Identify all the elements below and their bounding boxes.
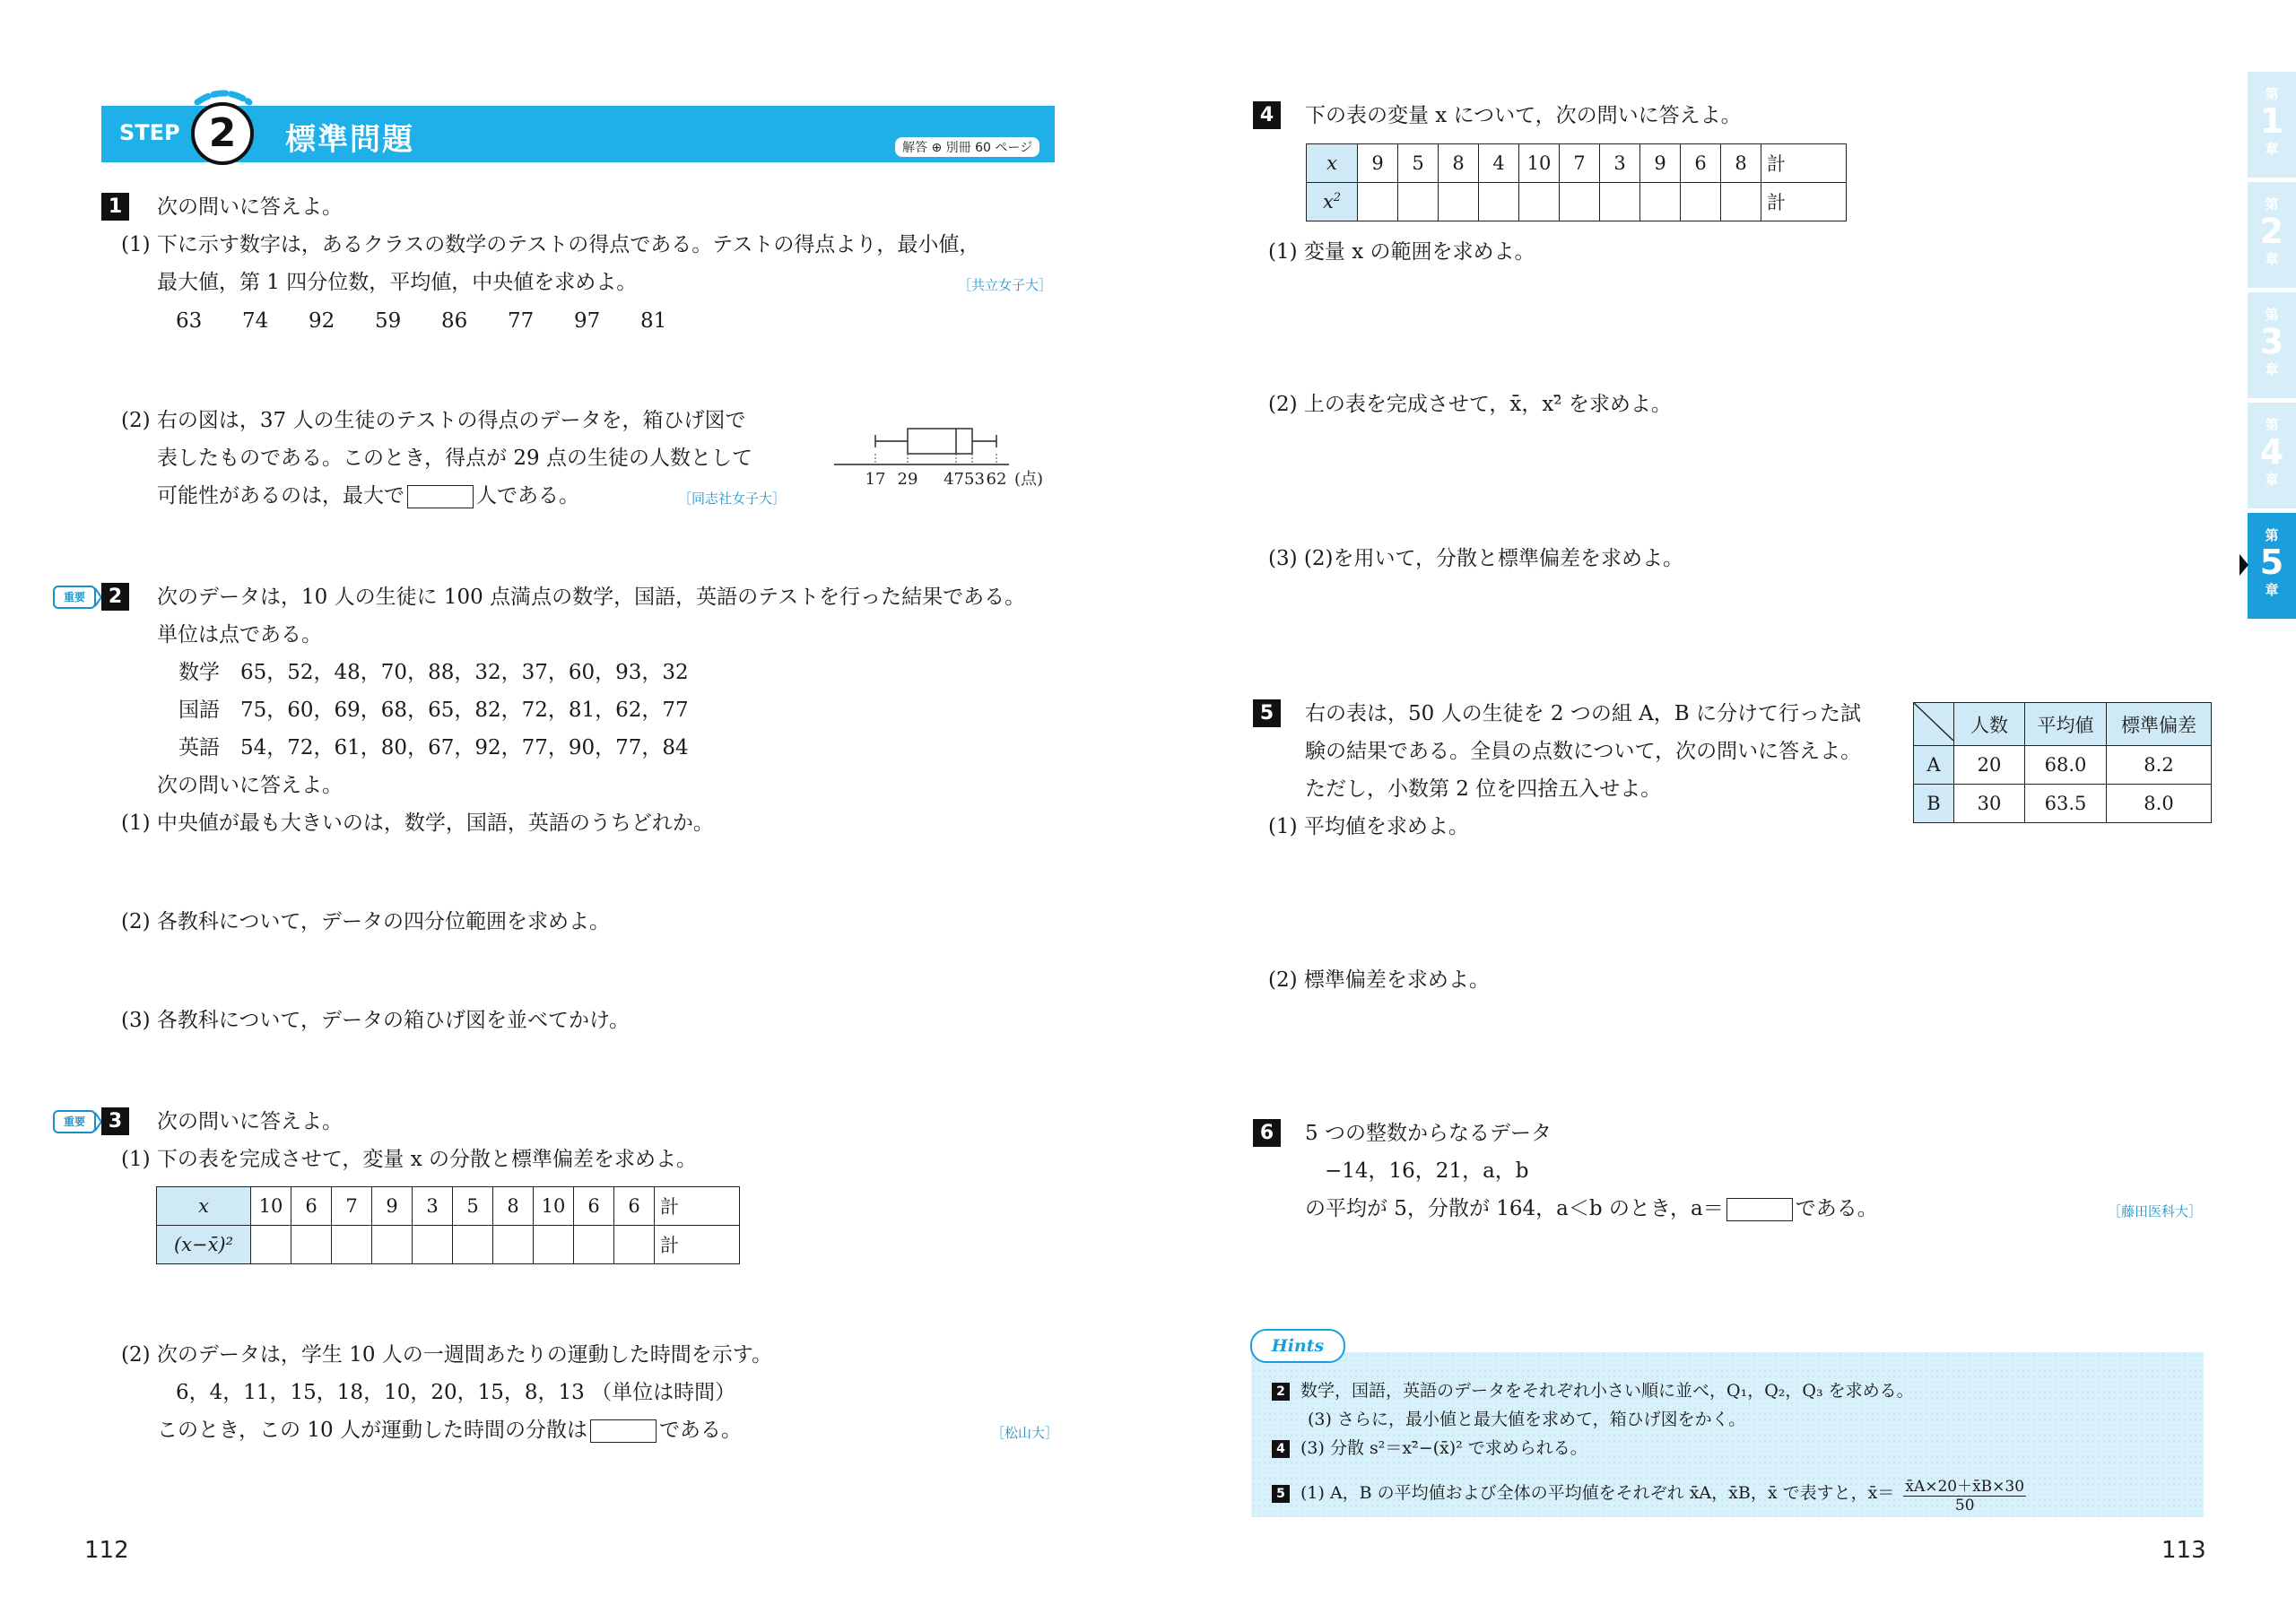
table-row [1914,703,2212,746]
boxplot-figure [830,420,1065,491]
table-cell [1439,183,1479,221]
hint-5-fraction: $\frac{x̄A\times 20+x̄B\times 30}{50}$ [1903,1473,2026,1515]
table-row [157,1187,740,1226]
table-cell: 5 [453,1187,493,1226]
question-number-5: 5 [1253,699,1281,727]
table-cell: 5 [1398,144,1439,183]
table-row [157,1226,740,1264]
q1-part1-line2: 最大値，第 1 四分位数，平均値，中央値を求めよ。 [157,271,638,294]
table-corner [1914,703,1954,746]
table-cell [1600,183,1640,221]
table-cell [1681,183,1721,221]
q5-line1: 右の表は，50 人の生徒を 2 つの組 A，B に分けて行った試 [1305,702,1861,725]
table-cell: 10 [534,1187,574,1226]
page-number-left: 112 [84,1537,129,1564]
table-cell: 8 [493,1187,534,1226]
table-cell: 8 [1439,144,1479,183]
hint-2-line2: (3) さらに，最小値と最大値を求めて，箱ひげ図をかく。 [1308,1410,1746,1429]
diagonal-line-icon [1914,703,1953,741]
q4-part3: (3) (2)を用いて，分散と標準偏差を求めよ。 [1268,547,1684,570]
q3-part1: (1) 下の表を完成させて，変量 x の分散と標準偏差を求めよ。 [121,1148,698,1171]
q6-line3: の平均が 5，分散が 164，a＜b のとき，a＝ である。 [1305,1197,1878,1220]
table-cell: 7 [332,1187,372,1226]
table-cell [534,1226,574,1264]
table-total-label: 計 [1761,144,1847,183]
q1-intro: 次の問いに答えよ。 [157,195,343,219]
table-total-label: 計 [1761,183,1847,221]
table-cell [332,1226,372,1264]
q2-row-math: 数学 65，52，48，70，88，32，37，60，93，32 [178,661,689,684]
q2-part1: (1) 中央値が最も大きいのは，数学，国語，英語のうちどれか。 [121,812,714,835]
q1-part2-line3: 可能性があるのは，最大で 人である。 [157,484,579,508]
table-row [1914,785,2212,823]
q3-intro: 次の問いに答えよ。 [157,1110,343,1133]
hint-4: 4 (3) 分散 s²＝x²̄−(x̄)² で求められる。 [1272,1435,1587,1459]
table-cell [1479,183,1519,221]
table-cell: 6 [574,1187,614,1226]
table-cell: 63.5 [2025,785,2107,823]
q2-line3: 次の問いに答えよ。 [157,774,343,797]
table-header: x [157,1187,251,1226]
q1-part2-line2: 表したものである。このとき，得点が 29 点の生徒の人数として [157,447,752,470]
table-row-label: A [1914,746,1954,785]
boxplot-tick-label: 62 [986,470,1007,489]
chapter-tab-2[interactable]: 第 2 章 [2248,182,2296,288]
table-cell [372,1226,413,1264]
table-cell: 6 [614,1187,655,1226]
chapter-tab-1[interactable]: 第 1 章 [2248,72,2296,178]
table-total-label: 計 [655,1226,740,1264]
table-row [1307,183,1847,221]
q5-part1: (1) 平均値を求めよ。 [1268,815,1469,838]
q4-table [1306,143,1847,221]
active-tab-pointer-icon [2239,554,2248,576]
q3-part2-line1: (2) 次のデータは，学生 10 人の一週間あたりの運動した時間を示す。 [121,1343,772,1367]
q3-part2-line3: このとき，この 10 人が運動した時間の分散は である。 [157,1419,742,1442]
table-cell [291,1226,332,1264]
table-header: x [1307,144,1358,183]
question-number-3: 3 [101,1107,129,1135]
answer-blank [590,1419,657,1443]
table-cell [574,1226,614,1264]
q6-line2: −14，16，21，a，b [1325,1159,1529,1183]
table-cell: 10 [1519,144,1560,183]
step-label: STEP [119,120,180,145]
table-cell [1519,183,1560,221]
q5-line2: 験の結果である。全員の点数について，次の問いに答えよ。 [1305,740,1862,763]
important-badge-q2: 重要 [53,586,96,609]
q2-row-english: 英語 54，72，61，80，67，92，77，90，77，84 [178,736,689,759]
table-cell [1398,183,1439,221]
table-cell [614,1226,655,1264]
table-total-label: 計 [655,1187,740,1226]
q1-part1-line1: (1) 下に示す数字は，あるクラスの数学のテストの得点である。テストの得点より，最小値， [121,233,980,256]
important-badge-q3: 重要 [53,1110,96,1133]
q5-table [1913,702,2212,823]
table-cell [413,1226,453,1264]
table-cell: 6 [1681,144,1721,183]
table-header: 標準偏差 [2107,703,2212,746]
chapter-tab-4[interactable]: 第 4 章 [2248,403,2296,508]
table-cell: 7 [1560,144,1600,183]
page-number-right: 113 [2161,1537,2206,1564]
table-cell: 68.0 [2025,746,2107,785]
question-number-4: 4 [1253,101,1281,129]
q1-part1-source: ［共立女子大］ [958,277,1053,293]
q3-part2-source: ［松山大］ [991,1425,1059,1441]
table-cell [1721,183,1761,221]
table-cell: 9 [1640,144,1681,183]
table-cell: 10 [251,1187,291,1226]
q4-part2: (2) 上の表を完成させて，x̄，x²̄ を求めよ。 [1268,393,1672,416]
table-cell [1560,183,1600,221]
step-number: 2 [208,110,237,156]
answer-blank [1726,1198,1793,1221]
answer-blank [407,485,474,508]
q1-part2-line1: (2) 右の図は，37 人の生徒のテストの得点のデータを，箱ひげ図で [121,409,746,432]
answer-reference: 解答 ⊕ 別冊 60 ページ [895,137,1039,157]
table-cell: 9 [1358,144,1398,183]
question-number-6: 6 [1253,1119,1281,1147]
q3-part2-line2: 6，4，11，15，18，10，20，15，8，13 （単位は時間） [176,1381,736,1404]
question-number-2: 2 [101,583,129,611]
q2-part3: (3) 各教科について，データの箱ひげ図を並べてかけ。 [121,1009,631,1032]
q2-part2: (2) 各教科について，データの四分位範囲を求めよ。 [121,910,610,933]
step-arc-icon [190,82,257,106]
table-header: 人数 [1954,703,2025,746]
table-cell: 20 [1954,746,2025,785]
q5-line3: ただし，小数第 2 位を四捨五入せよ。 [1305,777,1662,801]
table-row-label: B [1914,785,1954,823]
boxplot-tick-label: 17 [865,470,886,489]
table-cell [1358,183,1398,221]
q1-part2-source: ［同志社女子大］ [678,490,787,507]
chapter-tab-5-active[interactable]: 第 5 章 [2248,513,2296,619]
boxplot-box [908,429,972,454]
chapter-tab-3[interactable]: 第 3 章 [2248,292,2296,398]
q5-part2: (2) 標準偏差を求めよ。 [1268,968,1490,992]
q4-part1: (1) 変量 x の範囲を求めよ。 [1268,240,1535,264]
table-cell: 8 [1721,144,1761,183]
table-cell: 6 [291,1187,332,1226]
table-cell [251,1226,291,1264]
q6-line1: 5 つの整数からなるデータ [1305,1122,1552,1145]
section-title: 標準問題 [285,122,414,158]
table-cell: 8.0 [2107,785,2212,823]
table-cell: 8.2 [2107,746,2212,785]
question-number-1: 1 [101,193,129,221]
table-cell [493,1226,534,1264]
boxplot-tick-label: 29 [897,470,918,489]
table-row [1914,746,2212,785]
table-cell [453,1226,493,1264]
boxplot-tick-label: 4753 [944,470,985,489]
table-cell: 4 [1479,144,1519,183]
table-cell [1640,183,1681,221]
q2-line2: 単位は点である。 [157,623,322,647]
table-cell: 3 [413,1187,453,1226]
table-cell: 9 [372,1187,413,1226]
table-row [1307,144,1847,183]
table-header: (x−x̄)² [157,1226,251,1264]
q3-table [156,1186,740,1264]
boxplot-unit-label: (点) [1013,470,1044,489]
q2-line1: 次のデータは，10 人の生徒に 100 点満点の数学，国語，英語のテストを行った結果である。 [157,586,1026,609]
hints-label: Hints [1250,1329,1345,1363]
hint-2-line1: 2 数学，国語，英語のデータをそれぞれ小さい順に並べ，Q₁，Q₂，Q₃ を求める。 [1272,1377,1914,1402]
q2-row-japanese: 国語 75，60，69，68，65，82，72，81，62，77 [178,699,689,722]
hint-5: 5 (1) A，B の平均値および全体の平均値をそれぞれ x̄A，x̄B，x̄ で表すと，x̄＝ $\frac{x̄A\times 20+x̄B\times 30}{50}$ [1272,1473,2026,1515]
table-cell: 3 [1600,144,1640,183]
q1-scores: 63 74 92 59 86 77 97 81 [176,309,667,333]
table-header: 平均値 [2025,703,2107,746]
table-header: $x^2$ [1307,183,1358,221]
table-cell: 30 [1954,785,2025,823]
step-number-circle [191,102,254,165]
q4-intro: 下の表の変量 x について，次の問いに答えよ。 [1305,104,1742,127]
q6-source: ［藤田医科大］ [2108,1203,2203,1219]
